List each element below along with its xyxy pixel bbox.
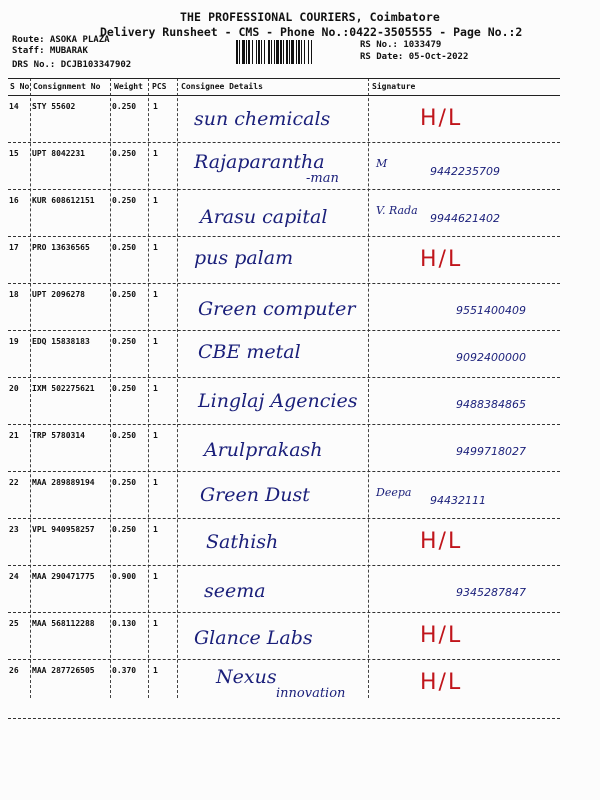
row-consignee: Nexus xyxy=(216,666,277,688)
row-consignee: Rajaparantha xyxy=(194,151,325,173)
row-consignee-line2: innovation xyxy=(276,686,346,701)
row-pcs: 1 xyxy=(153,243,158,252)
row-consignment-no: TRP 5780314 xyxy=(32,431,85,440)
table-row xyxy=(8,331,560,378)
row-signature: Deepa xyxy=(376,486,412,499)
row-signature-phone: 9092400000 xyxy=(456,351,526,364)
row-consignment-no: MAA 289889194 xyxy=(32,478,95,487)
table-row xyxy=(8,96,560,143)
row-hold-mark: H/L xyxy=(420,670,463,695)
row-consignee: Arulprakash xyxy=(204,439,323,461)
row-pcs: 1 xyxy=(153,196,158,205)
table-row xyxy=(8,425,560,472)
row-sno: 25 xyxy=(9,619,19,628)
row-consignee: seema xyxy=(204,580,266,602)
row-weight: 0.250 xyxy=(112,196,137,205)
row-sno: 26 xyxy=(9,666,19,675)
row-hold-mark: H/L xyxy=(420,529,463,554)
drs-label: DRS No.: DCJB103347902 xyxy=(12,60,132,70)
row-consignee: CBE metal xyxy=(198,341,301,363)
table-row xyxy=(8,237,560,284)
row-pcs: 1 xyxy=(153,337,158,346)
row-sno: 18 xyxy=(9,290,19,299)
row-consignment-no: STY 55602 xyxy=(32,102,76,111)
runsheet-title: Delivery Runsheet - CMS - Phone No.:0422-3505555 - Page No.:2 xyxy=(100,25,523,39)
row-sno: 22 xyxy=(9,478,19,487)
row-weight: 0.250 xyxy=(112,384,137,393)
barcode-image xyxy=(236,40,354,64)
table-row xyxy=(8,143,560,190)
row-consignment-no: UPT 8042231 xyxy=(32,149,85,158)
row-signature: V. Rada xyxy=(376,204,418,217)
row-sno: 16 xyxy=(9,196,19,205)
row-signature-phone: 9488384865 xyxy=(456,398,526,411)
row-signature: M xyxy=(376,157,388,170)
row-consignment-no: KUR 608612151 xyxy=(32,196,95,205)
row-signature-phone: 94432111 xyxy=(430,494,486,507)
row-consignment-no: IXM 502275621 xyxy=(32,384,95,393)
staff-label: Staff: MUBARAK xyxy=(12,46,88,56)
row-weight: 0.900 xyxy=(112,572,137,581)
row-weight: 0.250 xyxy=(112,243,137,252)
table-row xyxy=(8,284,560,331)
table-row xyxy=(8,613,560,660)
row-sno: 21 xyxy=(9,431,19,440)
table-body xyxy=(8,96,560,719)
row-consignee: Green computer xyxy=(198,298,356,320)
row-consignment-no: MAA 568112288 xyxy=(32,619,95,628)
row-hold-mark: H/L xyxy=(420,623,463,648)
row-weight: 0.250 xyxy=(112,431,137,440)
row-consignment-no: MAA 287726505 xyxy=(32,666,95,675)
header-signature: Signature xyxy=(372,82,416,91)
row-consignment-no: VPL 940958257 xyxy=(32,525,95,534)
header-consignment: Consignment No xyxy=(33,82,101,91)
row-sno: 17 xyxy=(9,243,19,252)
row-pcs: 1 xyxy=(153,149,158,158)
header-consignee: Consignee Details xyxy=(181,82,263,91)
rs-date: RS Date: 05-Oct-2022 xyxy=(360,52,469,62)
row-weight: 0.250 xyxy=(112,478,137,487)
row-consignment-no: PRO 13636565 xyxy=(32,243,90,252)
row-sno: 24 xyxy=(9,572,19,581)
row-pcs: 1 xyxy=(153,525,158,534)
row-pcs: 1 xyxy=(153,619,158,628)
row-consignee: sun chemicals xyxy=(194,108,331,130)
header-weight: Weight xyxy=(114,82,143,91)
row-signature-phone: 9551400409 xyxy=(456,304,526,317)
row-pcs: 1 xyxy=(153,478,158,487)
rs-number: RS No.: 1033479 xyxy=(360,40,442,50)
row-weight: 0.250 xyxy=(112,102,137,111)
row-consignee-line2: -man xyxy=(306,171,339,186)
row-consignee: pus palam xyxy=(194,247,294,269)
row-pcs: 1 xyxy=(153,384,158,393)
row-consignee: Green Dust xyxy=(200,484,310,506)
row-signature-phone: 9345287847 xyxy=(456,586,526,599)
table-row xyxy=(8,660,560,719)
row-sno: 23 xyxy=(9,525,19,534)
table-row xyxy=(8,472,560,519)
table-row xyxy=(8,519,560,566)
row-pcs: 1 xyxy=(153,102,158,111)
row-sno: 19 xyxy=(9,337,19,346)
row-pcs: 1 xyxy=(153,666,158,675)
row-weight: 0.130 xyxy=(112,619,137,628)
row-consignment-no: UPT 2096278 xyxy=(32,290,85,299)
row-weight: 0.370 xyxy=(112,666,137,675)
table-header xyxy=(8,78,560,96)
row-weight: 0.250 xyxy=(112,337,137,346)
row-signature-phone: 9499718027 xyxy=(456,445,526,458)
row-weight: 0.250 xyxy=(112,525,137,534)
row-sno: 20 xyxy=(9,384,19,393)
row-weight: 0.250 xyxy=(112,290,137,299)
row-consignee: Arasu capital xyxy=(200,206,328,228)
table-row xyxy=(8,378,560,425)
table-row xyxy=(8,566,560,613)
row-consignment-no: MAA 290471775 xyxy=(32,572,95,581)
row-consignee: Linglaj Agencies xyxy=(198,390,358,412)
row-sno: 14 xyxy=(9,102,19,111)
row-signature-phone: 9944621402 xyxy=(430,212,500,225)
row-pcs: 1 xyxy=(153,290,158,299)
header-sno: S No xyxy=(10,82,30,91)
row-sno: 15 xyxy=(9,149,19,158)
row-weight: 0.250 xyxy=(112,149,137,158)
row-consignee: Sathish xyxy=(206,531,279,553)
row-consignee: Glance Labs xyxy=(194,627,313,649)
row-signature-phone: 9442235709 xyxy=(430,165,500,178)
route-label: Route: ASOKA PLAZA xyxy=(12,35,110,45)
row-consignment-no: EDQ 15838183 xyxy=(32,337,90,346)
row-pcs: 1 xyxy=(153,431,158,440)
company-title: THE PROFESSIONAL COURIERS, Coimbatore xyxy=(180,10,440,24)
table-row xyxy=(8,190,560,237)
consignment-table xyxy=(8,78,560,719)
row-hold-mark: H/L xyxy=(420,106,463,131)
header-pcs: PCS xyxy=(152,82,167,91)
row-pcs: 1 xyxy=(153,572,158,581)
row-hold-mark: H/L xyxy=(420,247,463,272)
